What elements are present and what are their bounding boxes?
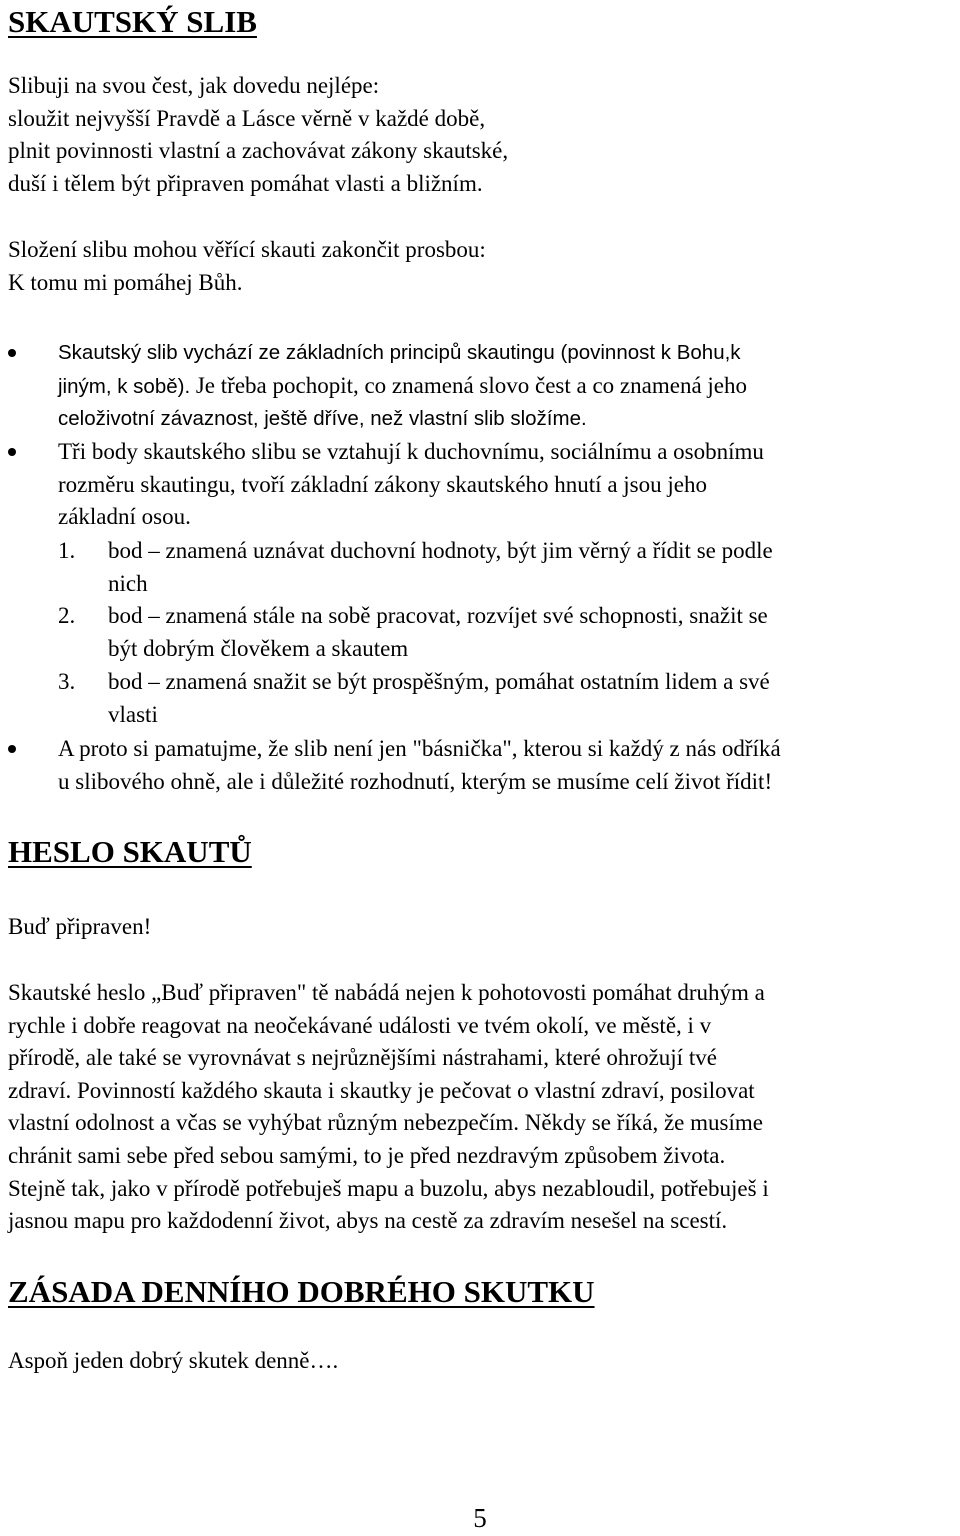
bullet-line: Tři body skautského slibu se vztahují k duchovnímu, sociálnímu a osobnímu bbox=[58, 439, 764, 464]
paragraph-line: chránit sami sebe před sebou samými, to je před nezdravým způsobem života. bbox=[8, 1142, 726, 1168]
heading-heslo-skautu: HESLO SKAUTŮ bbox=[8, 834, 252, 869]
heslo-paragraph bbox=[8, 977, 769, 1238]
bullet-line: Skautský slib vychází ze základních principů skautingu (povinnost k Bohu,k bbox=[58, 341, 741, 364]
paragraph-line: jasnou mapu pro každodenní život, abys na cestě za zdravím nesešel na scestí. bbox=[8, 1208, 728, 1234]
oath-line: duší i tělem být připraven pomáhat vlasti a bližním. bbox=[8, 170, 483, 196]
bullet-dot bbox=[8, 448, 16, 456]
paragraph-line: rychle i dobře reagovat na neočekávané události ve tvém okolí, ve městě, i v bbox=[8, 1012, 712, 1038]
paragraph-line: Stejně tak, jako v přírodě potřebuješ mapu a buzolu, abys nezabloudil, potřebuješ i bbox=[8, 1175, 769, 1201]
point-number: 1. bbox=[58, 538, 76, 563]
point-number: 3. bbox=[58, 669, 76, 694]
heading-zasada: ZÁSADA DENNÍHO DOBRÉHO SKUTKU bbox=[8, 1274, 595, 1309]
bullet-line-part: jiným, k sobě). bbox=[58, 374, 196, 398]
bullet-line: celoživotní závaznost, ještě dříve, než vlastní slib složíme. bbox=[58, 407, 587, 431]
point-line: vlasti bbox=[108, 701, 158, 727]
bullet-line: základní osou. bbox=[58, 504, 191, 530]
bullet-line-part: Je třeba pochopit, co znamená slovo čest a co znamená jeho bbox=[195, 372, 747, 398]
oath-note bbox=[8, 234, 486, 299]
oath-line: Slibuji na svou čest, jak dovedu nejlépe: bbox=[8, 73, 380, 98]
point-line: nich bbox=[108, 570, 148, 596]
paragraph-line: vlastní odolnost a včas se vyhýbat různým nebezpečím. Někdy se říká, že musíme bbox=[8, 1110, 763, 1136]
bullet-line: A proto si pamatujme, že slib není jen "básnička", kterou si každý z nás odříká bbox=[58, 736, 781, 761]
zasada-text: Aspoň jeden dobrý skutek denně…. bbox=[8, 1348, 339, 1373]
point-line: bod – znamená uznávat duchovní hodnoty, být jim věrný a řídit se podle bbox=[108, 538, 773, 563]
oath-line: sloužit nejvyšší Pravdě a Lásce věrně v každé době, bbox=[8, 105, 486, 131]
oath-text bbox=[8, 70, 508, 200]
point-line: být dobrým člověkem a skautem bbox=[108, 635, 409, 661]
heading-skautsky-slib: SKAUTSKÝ SLIB bbox=[8, 4, 257, 39]
bullet-dot bbox=[8, 349, 16, 357]
note-line: K tomu mi pomáhej Bůh. bbox=[8, 269, 243, 295]
point-line: bod – znamená stále na sobě pracovat, rozvíjet své schopnosti, snažit se bbox=[108, 603, 768, 628]
bullet-line bbox=[58, 370, 747, 404]
bullet-dot bbox=[8, 745, 16, 753]
paragraph-line: přírodě, ale také se vyrovnávat s nejrůznějšími nástrahami, které ohrožují tvé bbox=[8, 1045, 717, 1071]
paragraph-line: zdraví. Povinností každého skauta i skautky je pečovat o vlastní zdraví, posilovat bbox=[8, 1077, 755, 1103]
oath-line: plnit povinnosti vlastní a zachovávat zákony skautské, bbox=[8, 138, 509, 164]
point-line: bod – znamená snažit se být prospěšným, pomáhat ostatním lidem a své bbox=[108, 669, 770, 694]
page-number: 5 bbox=[473, 1503, 487, 1533]
motto-text: Buď připraven! bbox=[8, 914, 152, 939]
bullet-line: rozměru skautingu, tvoří základní zákony skautského hnutí a jsou jeho bbox=[58, 471, 707, 497]
note-line: Složení slibu mohou věřící skauti zakončit prosbou: bbox=[8, 237, 486, 262]
point-number: 2. bbox=[58, 603, 76, 628]
paragraph-line: Skautské heslo „Buď připraven" tě nabádá nejen k pohotovosti pomáhat druhým a bbox=[8, 980, 765, 1005]
bullet-line: u slibového ohně, ale i důležité rozhodnutí, kterým se musíme celí život řídit! bbox=[58, 768, 773, 794]
